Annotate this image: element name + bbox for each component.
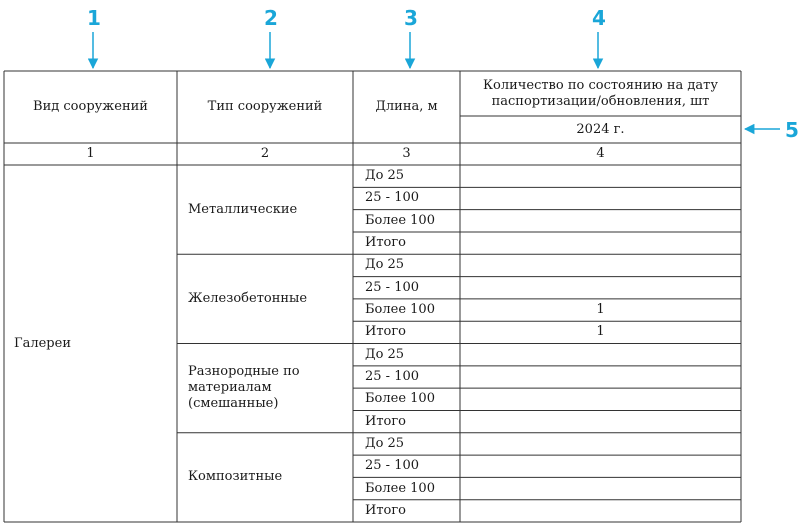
quantity-value <box>460 165 741 187</box>
callout-label: 4 <box>592 6 606 30</box>
length-range: Более 100 <box>365 480 435 496</box>
length-range: Итого <box>365 413 406 429</box>
column-number: 4 <box>596 146 605 161</box>
header-quantity: Количество по состоянию на дату паспортизации/обновления, шт <box>482 77 718 109</box>
quantity-value <box>460 388 741 410</box>
quantity-value: 1 <box>596 324 605 340</box>
quantity-value <box>460 500 741 522</box>
quantity-value <box>460 455 741 477</box>
quantity-value: 1 <box>596 302 605 318</box>
length-range: До 25 <box>365 168 405 184</box>
header-type: Тип сооружений <box>207 99 323 114</box>
structure-type: Металлические <box>188 201 298 217</box>
quantity-value <box>460 410 741 432</box>
header-year: 2024 г. <box>576 121 625 137</box>
quantity-value <box>460 232 741 254</box>
length-range: Более 100 <box>365 391 435 407</box>
callout-label: 3 <box>404 6 418 30</box>
quantity-value <box>460 344 741 366</box>
header-length: Длина, м <box>375 99 438 114</box>
column-number: 2 <box>260 146 270 161</box>
callout-label: 5 <box>785 118 799 142</box>
callout-label: 1 <box>87 6 101 30</box>
length-range: До 25 <box>365 346 405 362</box>
column-number: 1 <box>86 146 95 161</box>
quantity-value <box>460 210 741 232</box>
quantity-value <box>460 433 741 455</box>
length-range: Итого <box>365 235 406 251</box>
structure-kind: Галереи <box>14 335 71 351</box>
quantity-value <box>460 254 741 276</box>
quantity-value <box>460 366 741 388</box>
length-range: Более 100 <box>365 212 435 228</box>
quantity-value <box>460 187 741 209</box>
quantity-value <box>460 477 741 499</box>
length-range: Более 100 <box>365 302 435 318</box>
length-range: До 25 <box>365 257 405 273</box>
length-range: 25 - 100 <box>365 458 420 474</box>
quantity-value <box>460 277 741 299</box>
column-number: 3 <box>402 146 411 161</box>
length-range: 25 - 100 <box>365 368 420 384</box>
length-range: 25 - 100 <box>365 190 420 206</box>
structure-type: Композитные <box>188 469 283 485</box>
length-range: До 25 <box>365 435 405 451</box>
length-range: Итого <box>365 324 406 340</box>
structure-type: Разнородные по материалам (смешанные) <box>188 364 300 412</box>
length-range: 25 - 100 <box>365 279 420 295</box>
header-kind: Вид сооружений <box>33 99 148 114</box>
structure-type: Железобетонные <box>188 290 308 306</box>
length-range: Итого <box>365 502 406 518</box>
callout-label: 2 <box>264 6 278 30</box>
